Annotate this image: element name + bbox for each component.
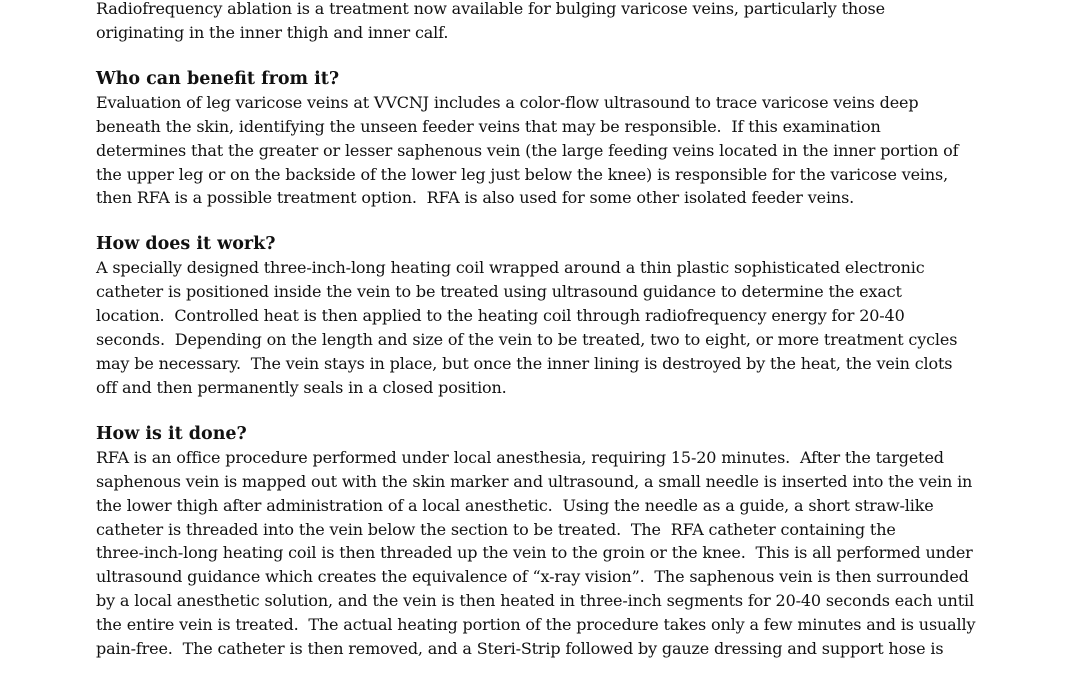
paragraph-line: catheter is threaded into the vein below the section to be treated. The RFA catheter containing the bbox=[96, 519, 896, 539]
paragraph-line: may be necessary. The vein stays in place, but once the inner lining is destroyed by the heat, the vein clots bbox=[96, 353, 953, 373]
paragraph-line: originating in the inner thigh and inner calf. bbox=[96, 22, 449, 42]
paragraph-line: determines that the greater or lesser saphenous vein (the large feeding veins located in the inner portion of bbox=[96, 140, 959, 160]
paragraph-line: catheter is positioned inside the vein to be treated using ultrasound guidance to determine the exact bbox=[96, 282, 902, 302]
section-who-can-benefit bbox=[96, 67, 1008, 211]
paragraph-line: the lower thigh after administration of a local anesthetic. Using the needle as a guide, a short straw-like bbox=[96, 495, 934, 515]
paragraph-line: beneath the skin, identifying the unseen feeder veins that may be responsible. If this examination bbox=[96, 116, 881, 136]
paragraph-line: Evaluation of leg varicose veins at VVCNJ includes a color-flow ultrasound to trace varicose veins deep bbox=[96, 92, 919, 112]
section-how-does-it-work bbox=[96, 232, 1008, 399]
paragraph-line: location. Controlled heat is then applied to the heating coil through radiofrequency energy for 20-40 bbox=[96, 306, 905, 326]
paragraph-line: RFA is an office procedure performed under local anesthesia, requiring 15-20 minutes. After the targeted bbox=[96, 447, 944, 467]
paragraph-line: by a local anesthetic solution, and the vein is then heated in three-inch segments for 20-40 seconds each until bbox=[96, 591, 974, 611]
paragraph-line: three-inch-long heating coil is then threaded up the vein to the groin or the knee. This is all performed under bbox=[96, 543, 973, 563]
document-page bbox=[96, 0, 1008, 661]
paragraph-line: pain-free. The catheter is then removed, and a Steri-Strip followed by gauze dressing and support hose is bbox=[96, 639, 944, 659]
paragraph-line: the upper leg or on the backside of the lower leg just below the knee) is responsible for the varicose veins, bbox=[96, 164, 949, 184]
paragraph-line: A specially designed three-inch-long heating coil wrapped around a thin plastic sophisticated electronic bbox=[96, 258, 925, 278]
paragraph-line: the entire vein is treated. The actual heating portion of the procedure takes only a few minutes and is usually bbox=[96, 615, 976, 635]
paragraph-line: off and then permanently seals in a closed position. bbox=[96, 377, 507, 397]
section-how-is-it-done bbox=[96, 422, 1008, 661]
section-heading: How is it done? bbox=[96, 423, 247, 444]
section-heading: How does it work? bbox=[96, 234, 276, 255]
paragraph-line: seconds. Depending on the length and size of the vein to be treated, two to eight, or more treatment cycles bbox=[96, 330, 958, 350]
paragraph-line: ultrasound guidance which creates the equivalence of “x-ray vision”. The saphenous vein is then surrounded bbox=[96, 567, 969, 587]
section-heading: Who can benefit from it? bbox=[96, 68, 340, 89]
intro-paragraph bbox=[96, 0, 1008, 45]
paragraph-line: then RFA is a possible treatment option. RFA is also used for some other isolated feeder veins. bbox=[96, 188, 855, 208]
paragraph-line: saphenous vein is mapped out with the skin marker and ultrasound, a small needle is inserted into the vein in bbox=[96, 471, 973, 491]
paragraph-line: Radiofrequency ablation is a treatment now available for bulging varicose veins, particularly those bbox=[96, 0, 885, 18]
